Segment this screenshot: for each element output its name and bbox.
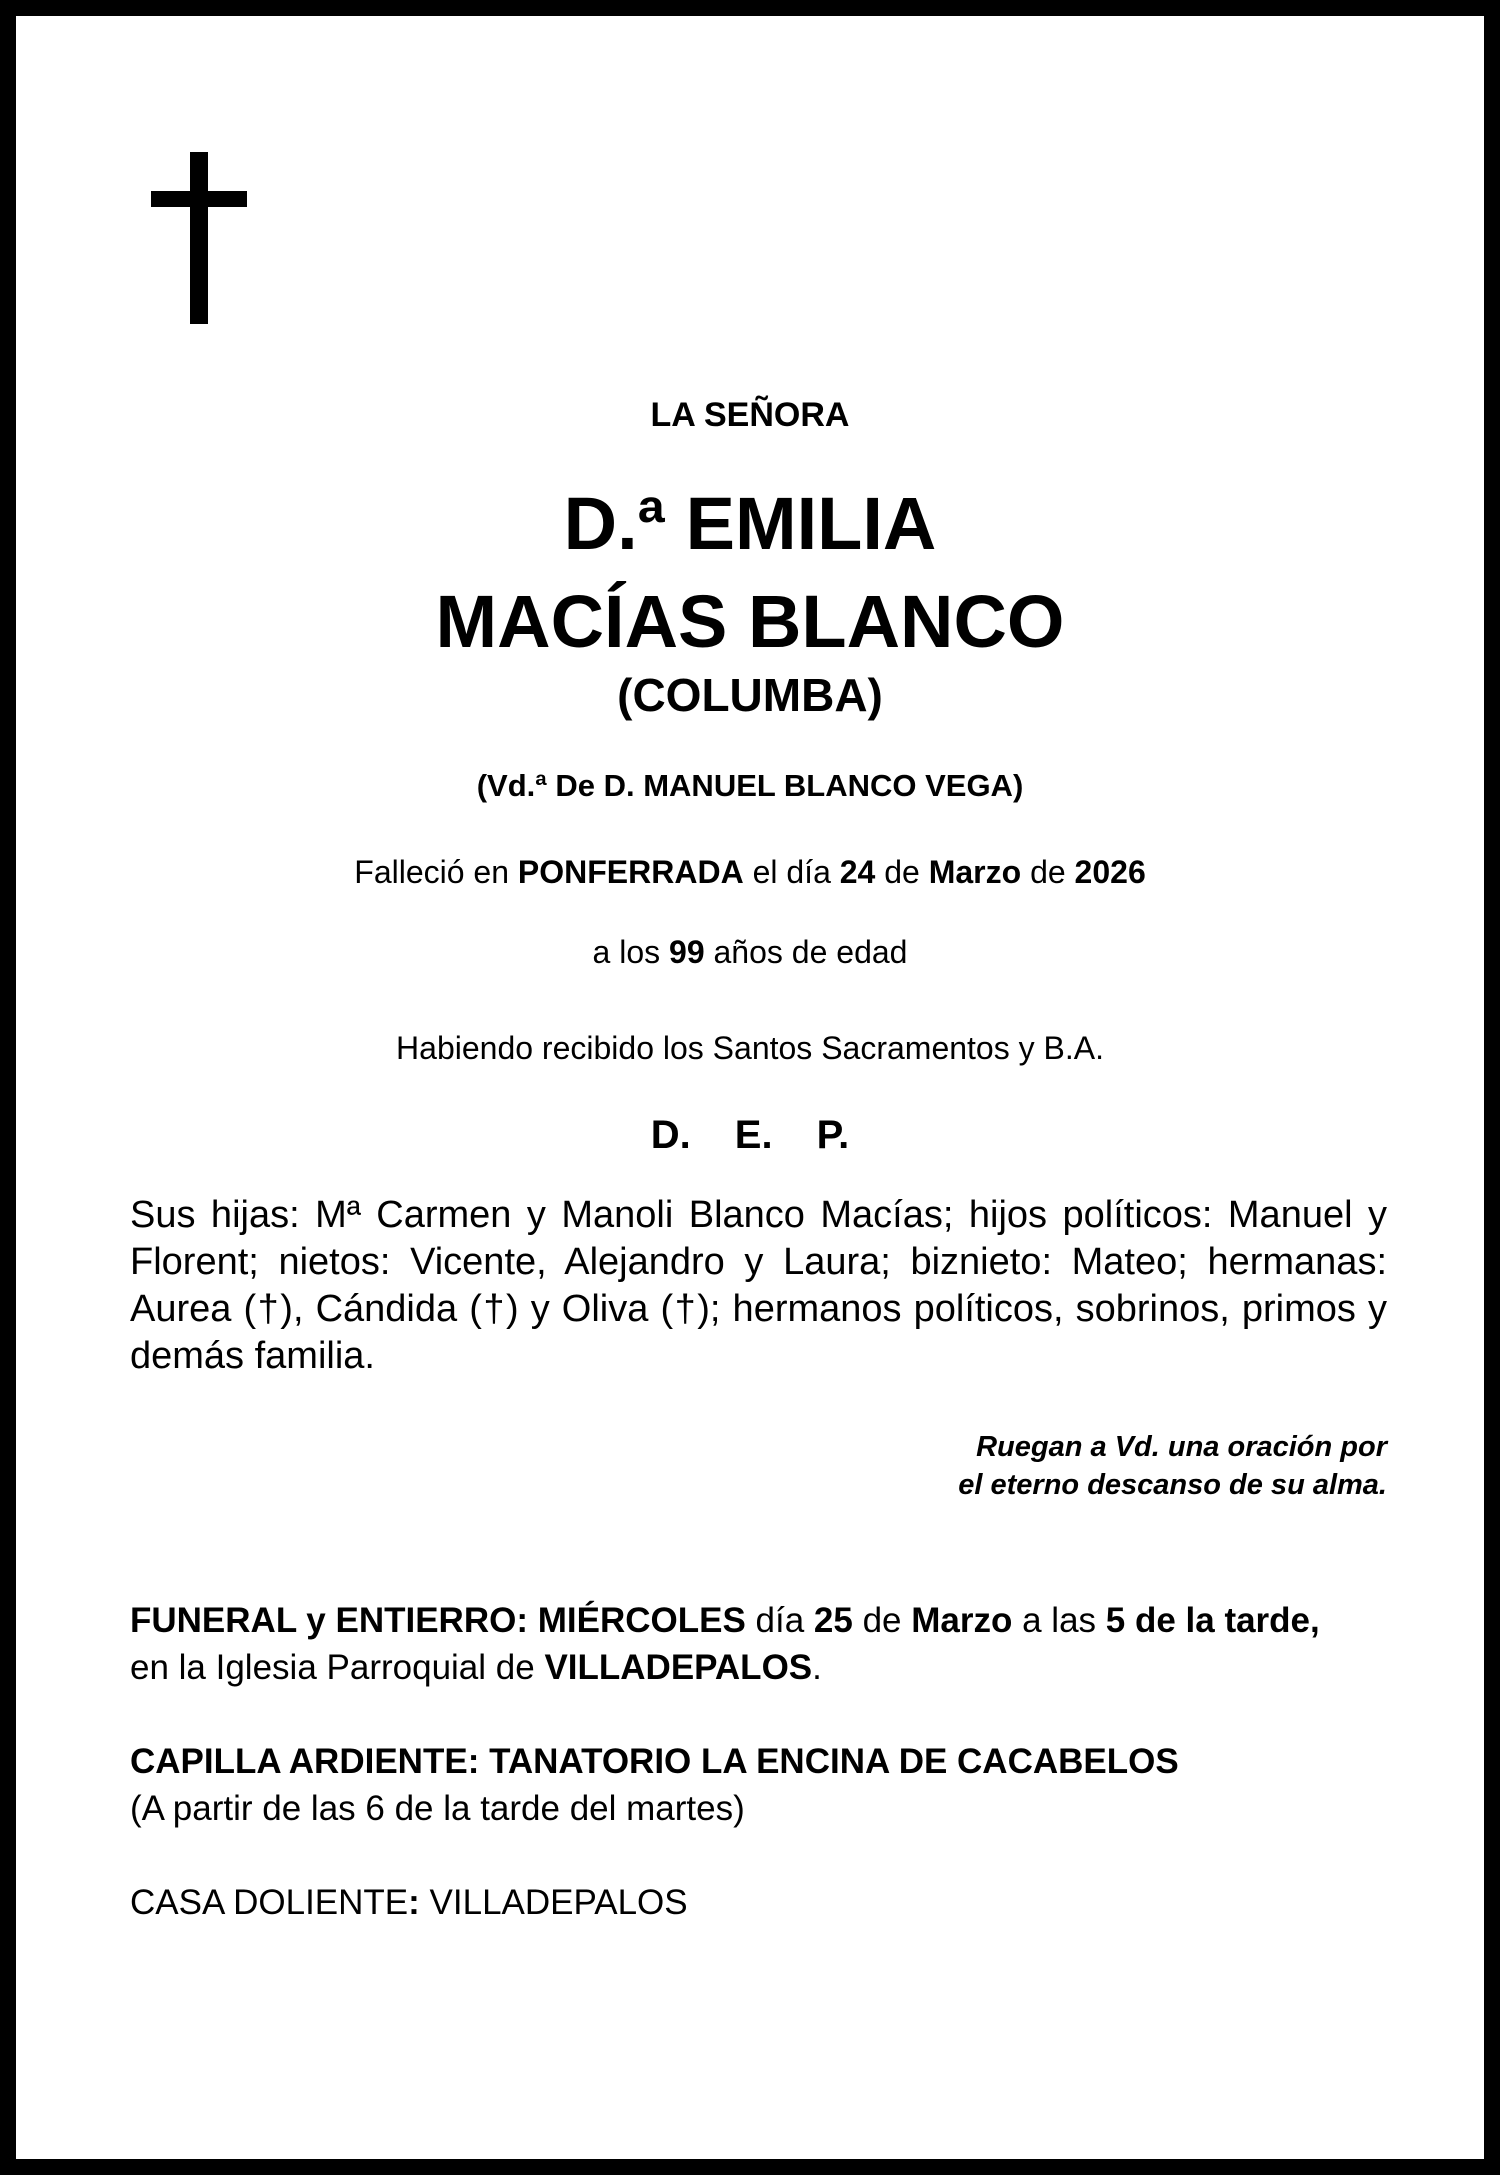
death-month: Marzo [928, 854, 1022, 890]
funeral-place: VILLADEPALOS [544, 1648, 813, 1687]
death-info: Falleció en PONFERRADA el día 24 de Marzo de 2026 [354, 854, 1146, 890]
deceased-name-line2: MACÍAS BLANCO [435, 580, 1065, 663]
mourning-house-label: CASA DOLIENTE [130, 1883, 409, 1922]
age-info: a los 99 años de edad [592, 934, 908, 970]
title-prefix: LA SEÑORA [650, 396, 850, 434]
deceased-alias: (COLUMBA) [617, 669, 883, 721]
mourning-house-place: VILLADEPALOS [429, 1883, 688, 1922]
funeral-info: FUNERAL y ENTIERRO: MIÉRCOLES día 25 de Marzo a las 5 de la tarde, en la Iglesia Parroquial de VILLADEPALOS. [130, 1601, 1320, 1687]
latin-cross-icon [151, 152, 247, 324]
mourning-house-info: CASA DOLIENTE: VILLADEPALOS [130, 1883, 688, 1922]
chapel-info: CAPILLA ARDIENTE: TANATORIO LA ENCINA DE CACABELOS (A partir de las 6 de la tarde del martes) [130, 1738, 1179, 1832]
funeral-label: FUNERAL y ENTIERRO: [130, 1601, 528, 1640]
funeral-month: Marzo [911, 1601, 1013, 1640]
deceased-name-line1: D.ª EMILIA [563, 482, 937, 565]
funeral-weekday: MIÉRCOLES [537, 1601, 746, 1640]
chapel-place: TANATORIO LA ENCINA DE CACABELOS [489, 1742, 1179, 1781]
widow-of: (Vd.ª De D. MANUEL BLANCO VEGA) [476, 768, 1024, 803]
funeral-day: 25 [813, 1601, 853, 1640]
funeral-time: 5 de la tarde, [1105, 1601, 1320, 1640]
age-years: 99 [669, 934, 705, 970]
sacraments-line: Habiendo recibido los Santos Sacramentos y B.A. [396, 1030, 1104, 1066]
family-paragraph: Sus hijas: Mª Carmen y Manoli Blanco Macías; hijos políticos: Manuel y Florent; nietos: Vicente, Alejandro y Laura; biznieto: Mateo; hermanas: Aurea (†), Cándida (†) y Oliva (†); hermanos políticos, sobrinos, primos y demás familia. [130, 1194, 1387, 1377]
death-place: PONFERRADA [517, 854, 744, 890]
prayer-request: Ruegan a Vd. una oración por el eterno descanso de su alma. [958, 1431, 1387, 1501]
death-day: 24 [839, 854, 876, 890]
death-year: 2026 [1074, 854, 1146, 890]
chapel-label: CAPILLA ARDIENTE [130, 1742, 468, 1781]
chapel-note: (A partir de las 6 de la tarde del martes) [130, 1789, 745, 1828]
dep-rip: D. E. P. [650, 1113, 850, 1157]
